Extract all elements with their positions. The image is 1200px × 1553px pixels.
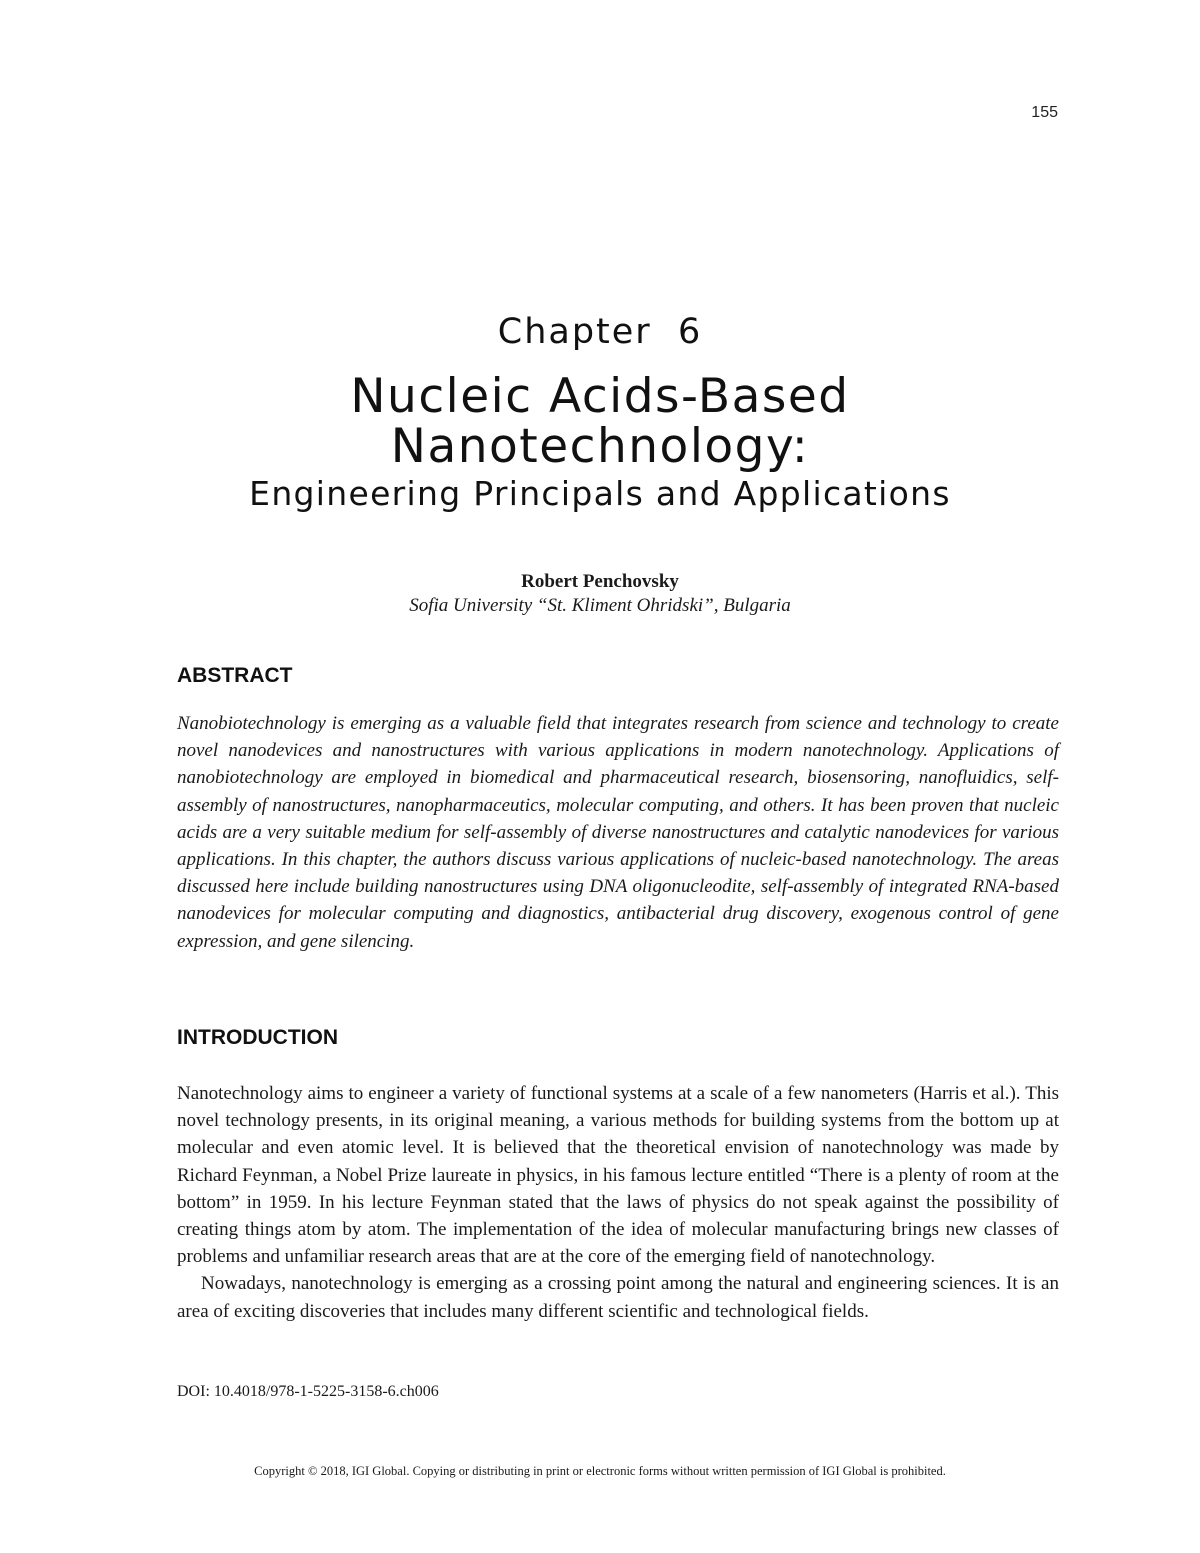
chapter-header: [0, 308, 1200, 516]
chapter-label: Chapter 6: [497, 312, 703, 352]
chapter-title-line1: Nucleic Acids-Based: [350, 369, 850, 424]
introduction-body: [177, 1080, 1059, 1325]
chapter-title-line2: Nanotechnology:: [390, 419, 810, 474]
author-block: [0, 570, 1200, 618]
introduction-paragraph-2: Nowadays, nanotechnology is emerging as a crossing point among the natural and engineering sciences. It is an area of exciting discoveries that includes many different scientific and technological fields.: [177, 1273, 1059, 1322]
doi: DOI: 10.4018/978-1-5225-3158-6.ch006: [177, 1383, 439, 1400]
introduction-heading: INTRODUCTION: [177, 1026, 338, 1049]
introduction-paragraph-1: Nanotechnology aims to engineer a variety of functional systems at a scale of a few nanometers (Harris et al.). This novel technology presents, in its original meaning, a various methods for building systems from the bottom up at molecular and even atomic level. It is believed that the theoretical envision of nanotechnology was made by Richard Feynman, a Nobel Prize laureate in physics, in his famous lecture entitled “There is a plenty of room at the bottom” in 1959. In his lecture Feynman stated that the laws of physics do not speak against the possibility of creating things atom by atom. The implementation of the idea of molecular manufacturing brings new classes of problems and unfamiliar research areas that are at the core of the emerging field of nanotechnology.: [177, 1083, 1059, 1268]
author-affiliation: Sofia University “St. Kliment Ohridski”, Bulgaria: [409, 595, 791, 616]
copyright-notice: Copyright © 2018, IGI Global. Copying or distributing in print or electronic forms without written permission of IGI Global is prohibited.: [254, 1464, 946, 1478]
abstract-text: Nanobiotechnology is emerging as a valuable field that integrates research from science and technology to create novel nanodevices and nanostructures with various applications in modern nanotechnology. Applications of nanobiotechnology are employed in biomedical and pharmaceutical research, biosensoring, nanofluidics, self-assembly of nanostructures, nanopharmaceutics, molecular computing, and others. It has been proven that nucleic acids are a very suitable medium for self-assembly of diverse nanostructures and catalytic nanodevices for various applications. In this chapter, the authors discuss various applications of nucleic-based nanotechnology. The areas discussed here include building nanostructures using DNA oligonucleodite, self-assembly of integrated RNA-based nanodevices for molecular computing and diagnostics, antibacterial drug discovery, exogenous control of gene expression, and gene silencing.: [177, 713, 1059, 952]
page-number: 155: [1031, 104, 1058, 121]
author-name: Robert Penchovsky: [521, 571, 679, 592]
chapter-subtitle: Engineering Principals and Applications: [249, 474, 951, 513]
abstract-heading: ABSTRACT: [177, 664, 293, 687]
